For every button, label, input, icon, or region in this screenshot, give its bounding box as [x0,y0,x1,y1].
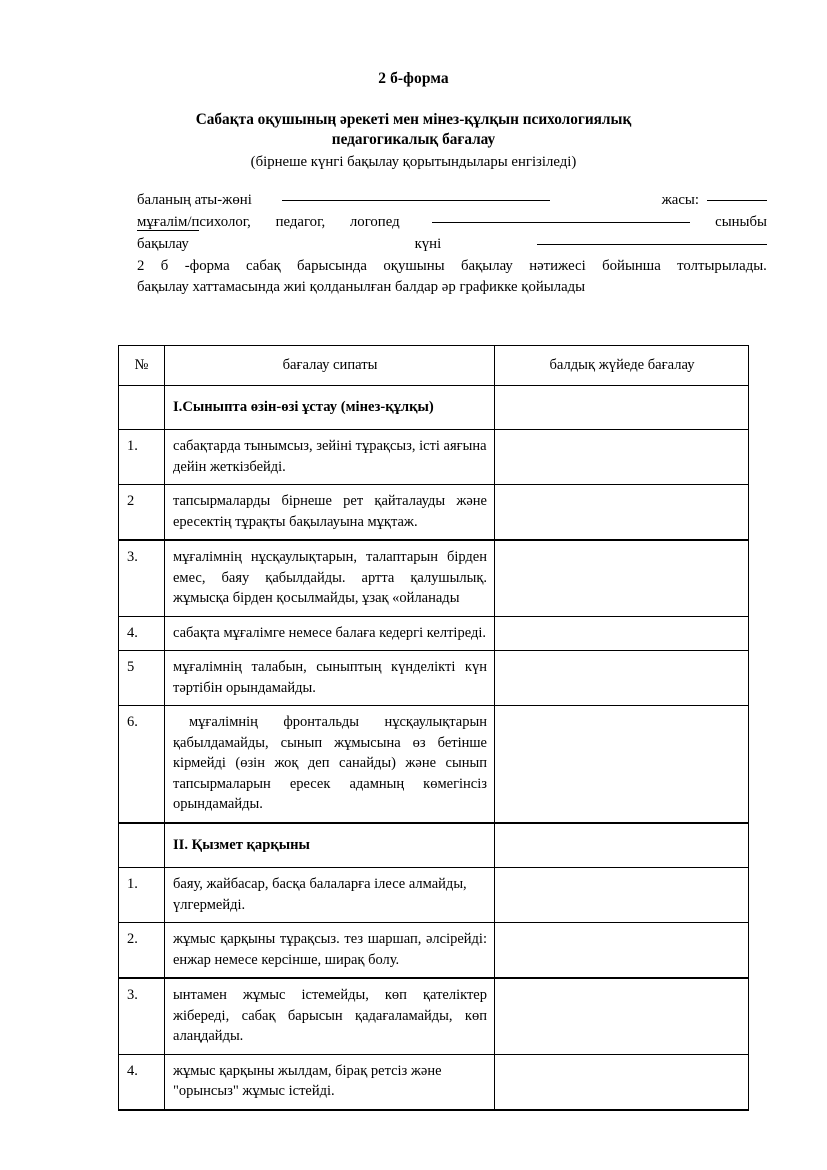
row-number: 5 [119,651,165,706]
age-label: жасы: [661,192,699,208]
row-number: 3. [119,978,165,1054]
row-number: 1. [119,430,165,485]
instructions-line-2: бақылау хаттамасында жиі қолданылған балдар әр графикке қойылады [137,278,586,295]
table-row [119,978,749,1054]
row-description: жұмыс қарқыны жылдам, бірақ ретсіз және "орынсыз" жұмыс істейді. [165,1054,495,1110]
section-heading: II. Қызмет қарқыны [165,823,495,868]
section-heading-row [119,385,749,430]
row-score-cell[interactable] [495,923,749,979]
row-number: 3. [119,540,165,616]
instr-word: 2 [137,257,145,274]
staff-label-2: педагог, [275,213,326,230]
table-row [119,485,749,541]
row-number: 1. [119,868,165,923]
staff-label-3: логопед [349,213,400,230]
header-number: № [119,346,165,386]
form-code: 2 б-форма [378,70,449,87]
table-header-row [119,346,749,386]
child-name-input-rule[interactable] [282,200,550,201]
row-description: жұмыс қарқыны тұрақсыз. тез шаршап, әлсірейді: енжар немесе керсінше, ширақ болу. [165,923,495,979]
section-number-cell [119,823,165,868]
table-row [119,923,749,979]
class-input-rule[interactable] [137,230,199,231]
class-label: сыныбы [715,213,767,230]
instr-word: бойынша [602,257,661,274]
child-name-row [137,190,767,212]
fill-in-fields-block [137,190,767,298]
specialist-input-rule[interactable] [432,222,690,223]
row-number: 4. [119,1054,165,1110]
staff-row [137,212,767,234]
instr-word: барысында [297,257,367,274]
section-heading-row [119,823,749,868]
table-row [119,1054,749,1110]
row-score-cell[interactable] [495,430,749,485]
row-description: тапсырмаларды бірнеше рет қайталауды және ересектің тұрақты бақылауына мұқтаж. [165,485,495,541]
instr-word: б [160,257,169,274]
age-input-rule[interactable] [707,200,767,201]
row-description [165,706,495,823]
row-description: баяу, жайбасар, басқа балаларға ілесе алмайды, үлгермейді. [165,868,495,923]
table-row [119,540,749,616]
row-score-cell[interactable] [495,651,749,706]
table-row [119,706,749,823]
instructions-line-1 [137,256,767,277]
instr-word: -форма [184,257,230,274]
section-score-cell[interactable] [495,823,749,868]
header-description: бағалау сипаты [165,346,495,386]
row-description: мұғалімнің талабын, сыныптың күнделікті күн тәртібін орындамайды. [165,651,495,706]
row-score-cell[interactable] [495,1054,749,1110]
row-description: ынтамен жұмыс істемейды, көп қателіктер жібереді, сабақ барысын қадағаламайды, көп алаңдайды. [165,978,495,1054]
row-number: 2 [119,485,165,541]
table-row [119,430,749,485]
row-number: 4. [119,616,165,651]
child-name-label: баланың аты-жөні [137,192,252,208]
instr-word: бақылау [460,257,513,274]
row-description-text: мұғалімнің фронтальды нұсқаулықтарын қабылдамайды, сынып жұмысына өз бетінше кірмейді (өзін жоқ деп санайды) және сынып тапсырмаларын ересек адамның көмегінсіз орындамайды. [173,714,487,812]
row-number: 2. [119,923,165,979]
table-row [119,616,749,651]
row-score-cell[interactable] [495,616,749,651]
instructions-paragraph [137,256,767,298]
instr-word: нәтижесі [529,257,586,274]
instr-word: оқушыны [383,257,445,274]
row-score-cell[interactable] [495,868,749,923]
section-number-cell [119,385,165,430]
row-description: мұғалімнің нұсқаулықтарын, талаптарын бірден емес, баяу қабылдайды. артта қалушылық. жұмысқа бірден қосылмайды, ұзақ «ойланады [165,540,495,616]
header-score: балдық жүйеде бағалау [495,346,749,386]
section-score-cell[interactable] [495,385,749,430]
row-score-cell[interactable] [495,706,749,823]
section-heading: I.Сыныпта өзін-өзі ұстау (мінез-құлқы) [165,385,495,430]
observation-label: бақылау [137,236,189,252]
table-row [119,868,749,923]
row-description: сабақта мұғалімге немесе балаға кедергі келтіреді. [165,616,495,651]
row-description: сабақтарда тынымсыз, зейіні тұрақсыз, істі аяғына дейін жеткізбейді. [165,430,495,485]
page-subtitle: (бірнеше күнгі бақылау қорытындылары енгізіледі) [250,154,577,170]
staff-label-1: мұғалім/психолог, [137,213,251,230]
row-score-cell[interactable] [495,540,749,616]
row-score-cell[interactable] [495,978,749,1054]
assessment-table [118,345,749,1111]
instr-word: сабақ [246,257,281,274]
table-row [119,651,749,706]
row-score-cell[interactable] [495,485,749,541]
instr-word: толтырылады. [677,257,767,274]
page-title: Сабақта оқушының әрекеті мен мінез-құлқын психологиялық педагогикалық бағалау [195,111,632,148]
row-number: 6. [119,706,165,823]
observation-date-row [137,234,767,256]
date-input-rule[interactable] [537,244,767,245]
date-label: күні [414,236,442,252]
